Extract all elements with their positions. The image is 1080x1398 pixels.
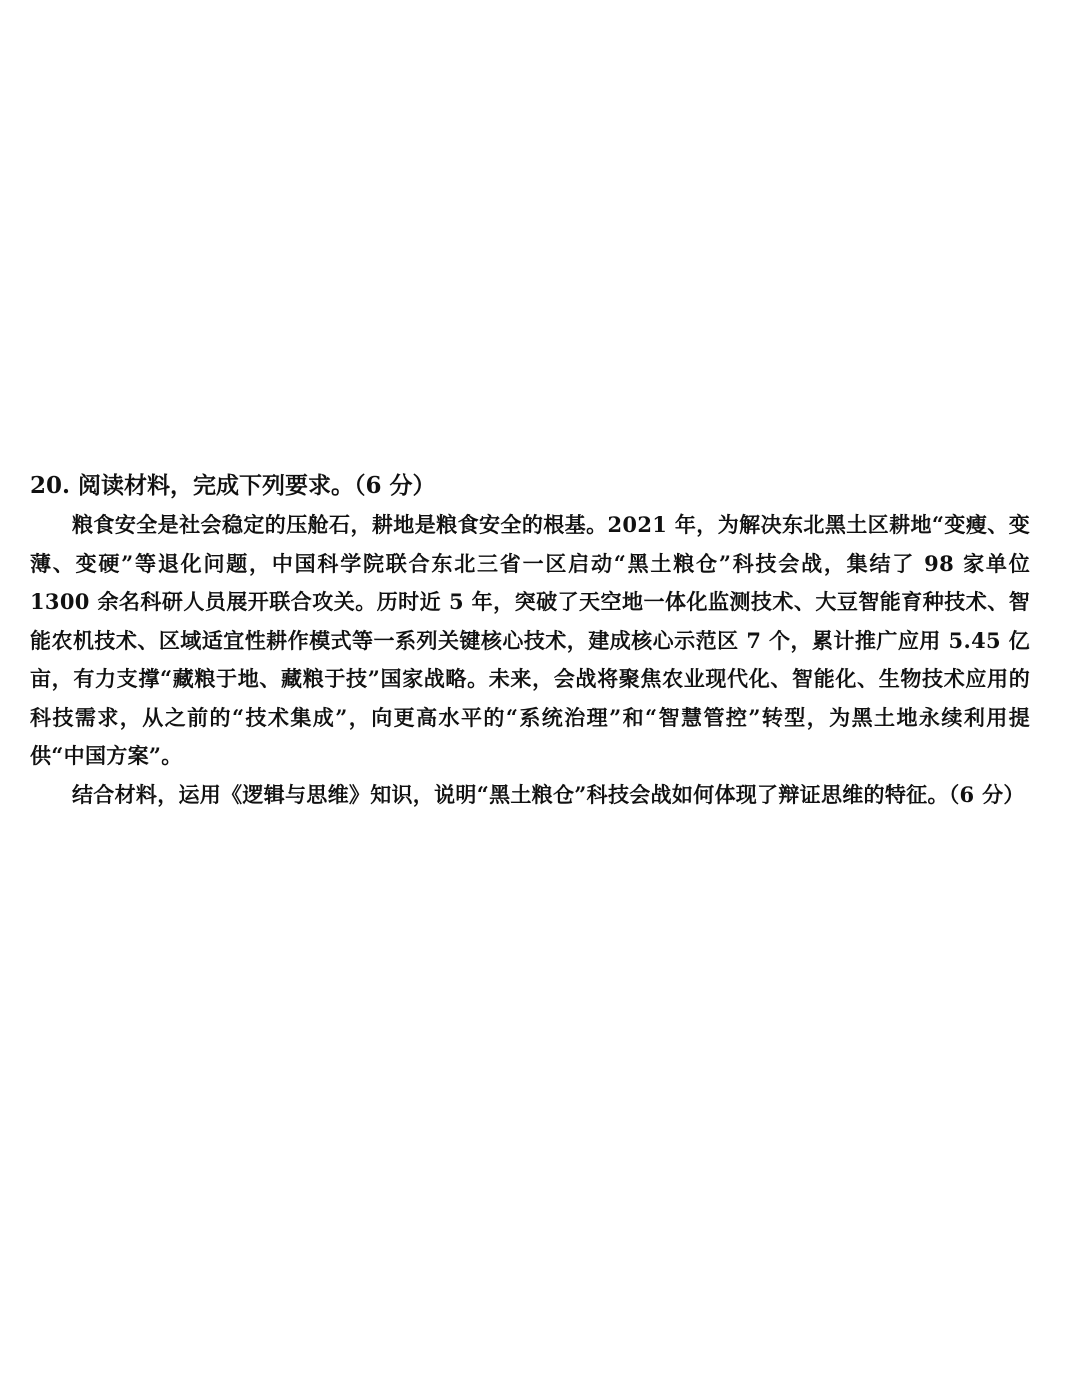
question-material: 粮食安全是社会稳定的压舱石，耕地是粮食安全的根基。2021 年，为解决东北黑土区耕地“变瘦、变薄、变硬”等退化问题，中国科学院联合东北三省一区启动“黑土粮仓”科技会战，集结了 98 家单位 1300 余名科研人员展开联合攻关。历时近 5 年，突破了天空地一体化监测技术、大豆智能育种技术、智能农机技术、区域适宜性耕作模式等一系列关键核心技术，建成核心示范区 7 个，累计推广应用 5.45 亿亩，有力支撑“藏粮于地、藏粮于技”国家战略。未来，会战将聚焦农业现代化、智能化、生物技术应用的科技需求，从之前的“技术集成”，向更高水平的“系统治理”和“智慧管控”转型，为黑土地永续利用提供“中国方案”。: [30, 512, 1030, 768]
question-header: 20. 阅读材料，完成下列要求。（6 分）: [30, 472, 436, 499]
exam-question: [30, 468, 1030, 814]
question-task: 结合材料，运用《逻辑与思维》知识，说明“黑土粮仓”科技会战如何体现了辩证思维的特征。（6 分）: [72, 781, 1025, 807]
